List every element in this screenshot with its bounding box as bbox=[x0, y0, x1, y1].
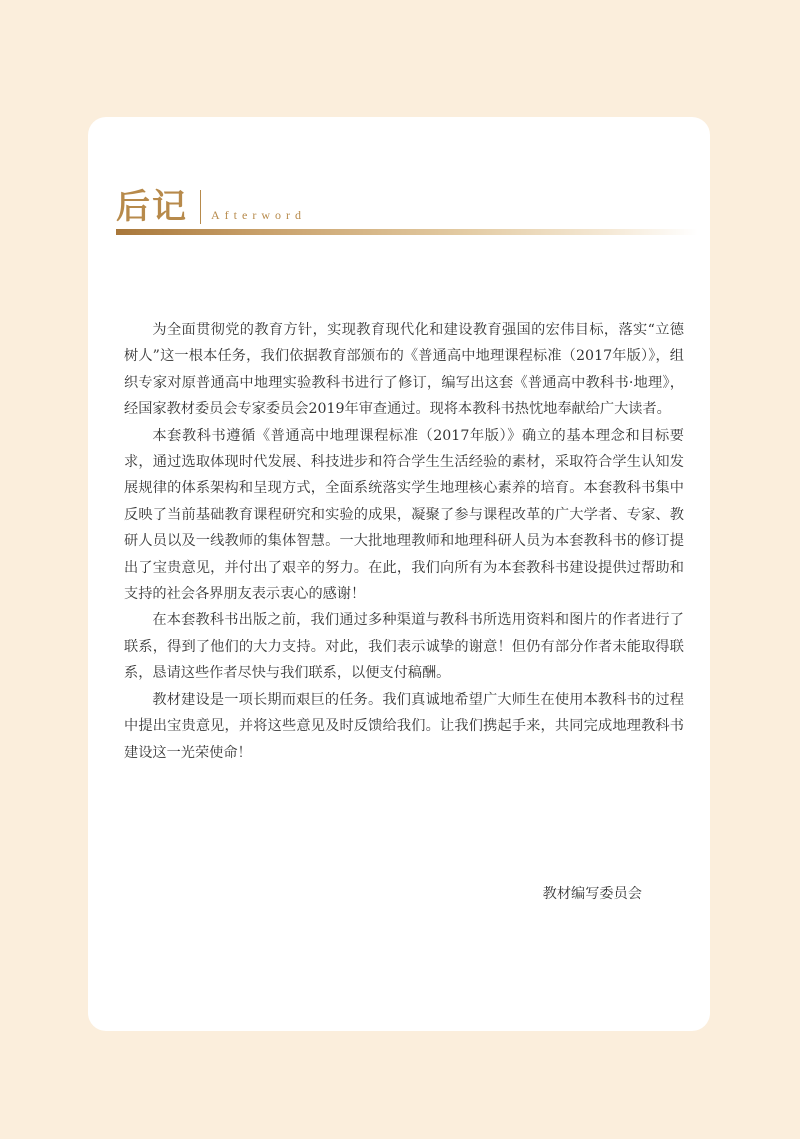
paragraph: 在本套教科书出版之前，我们通过多种渠道与教科书所选用资料和图片的作者进行了联系，得到了他们的大力支持。对此，我们表示诚挚的谢意！但仍有部分作者未能取得联系，恳请这些作者尽快与我们联系，以便支付稿酬。 bbox=[124, 612, 684, 682]
page-subtitle: Afterword bbox=[211, 208, 306, 222]
paragraph: 教材建设是一项长期而艰巨的任务。我们真诚地希望广大师生在使用本教科书的过程中提出宝贵意见，并将这些意见及时反馈给我们。让我们携起手来，共同完成地理教科书建设这一光荣使命！ bbox=[124, 691, 684, 761]
section-header bbox=[116, 183, 306, 227]
header-rule bbox=[116, 229, 698, 235]
paragraph: 为全面贯彻党的教育方针，实现教育现代化和建设教育强国的宏伟目标，落实“立德树人”这一根本任务，我们依据教育部颁布的《普通高中地理课程标准（2017年版）》，组织专家对原普通高中地理实验教科书进行了修订，编写出这套《普通高中教科书·地理》，经国家教材委员会专家委员会2019年审查通过。现将本教科书热忱地奉献给广大读者。 bbox=[124, 322, 684, 418]
paragraph: 本套教科书遵循《普通高中地理课程标准（2017年版）》确立的基本理念和目标要求，通过选取体现时代发展、科技进步和符合学生生活经验的素材，采取符合学生认知发展规律的体系架构和呈现方式，全面系统落实学生地理核心素养的培育。本套教科书集中反映了当前基础教育课程研究和实验的成果，凝聚了参与课程改革的广大学者、专家、教研人员以及一线教师的集体智慧。一大批地理教师和地理科研人员为本套教科书的修订提出了宝贵意见，并付出了艰辛的努力。在此，我们向所有为本套教科书建设提供过帮助和支持的社会各界朋友表示衷心的感谢！ bbox=[124, 427, 684, 603]
page-card bbox=[88, 117, 710, 1031]
afterword-body bbox=[124, 317, 684, 766]
page-title: 后记 bbox=[116, 187, 188, 227]
title-divider bbox=[200, 190, 201, 224]
signature: 教材编写委员会 bbox=[542, 886, 642, 902]
